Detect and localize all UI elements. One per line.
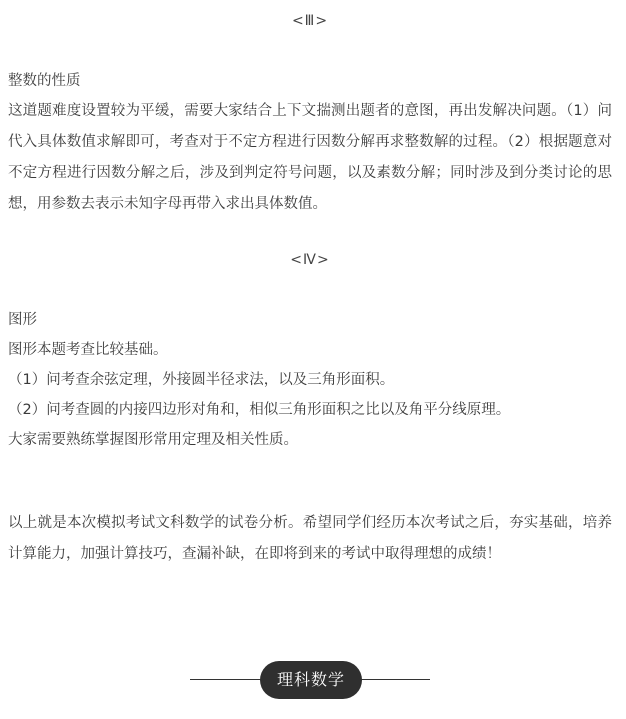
section-marker-4: <Ⅳ>: [290, 252, 330, 268]
section-lines-geometry: [8, 335, 612, 455]
geometry-line: 图形本题考查比较基础。: [8, 342, 168, 358]
conclusion-paragraph: 以上就是本次模拟考试文科数学的试卷分析。希望同学们经历本次考试之后，夯实基础，培养计算能力，加强计算技巧，查漏补缺，在即将到来的考试中取得理想的成绩！: [8, 515, 612, 562]
divider-label: 理科数学: [260, 661, 362, 699]
geometry-line: （1）问考查余弦定理，外接圆半径求法，以及三角形面积。: [8, 372, 395, 388]
geometry-line: （2）问考查圆的内接四边形对角和，相似三角形面积之比以及角平分线原理。: [8, 402, 511, 418]
section-heading-geometry: 图形: [8, 312, 37, 328]
section-heading-integer-properties: 整数的性质: [8, 73, 81, 89]
section-paragraph-integer-properties: 这道题难度设置较为平缓，需要大家结合上下文揣测出题者的意图，再出发解决问题。（1）问代入具体数值求解即可，考查对于不定方程进行因数分解再求整数解的过程。（2）根据题意对不定方程进行因数分解之后，涉及到判定符号问题，以及素数分解；同时涉及到分类讨论的思想，用参数去表示未知字母再带入求出具体数值。: [8, 103, 612, 212]
section-divider-science-math: [190, 661, 430, 699]
section-marker-3: <Ⅲ>: [291, 13, 329, 29]
geometry-line: 大家需要熟练掌握图形常用定理及相关性质。: [8, 432, 298, 448]
